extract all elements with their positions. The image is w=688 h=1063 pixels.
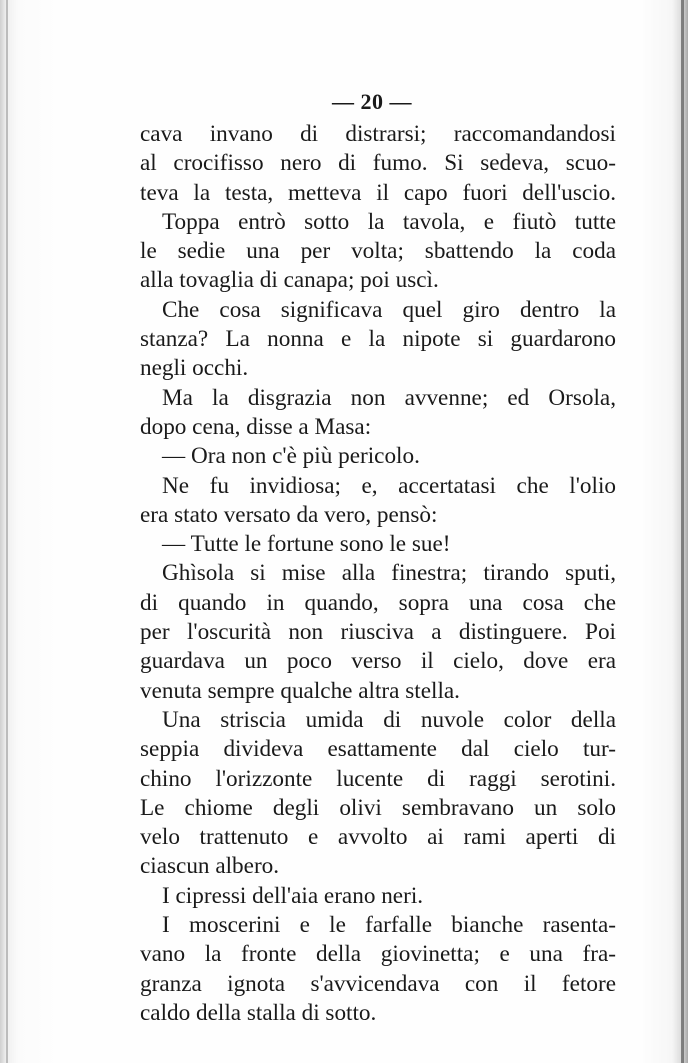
text-line: teva la testa, metteva il capo fuori dell'uscio.: [140, 179, 616, 206]
text-line: alla tovaglia di canapa; poi uscì.: [140, 267, 439, 294]
text-line: cava invano di distrarsi; raccomandandosi: [140, 121, 616, 147]
text-line: era stato versato da vero, pensò:: [140, 501, 438, 528]
text-line: stanza? La nonna e la nipote si guardarono: [140, 326, 616, 353]
text-line: Ghìsola si mise alla finestra; tirando sputi,: [162, 560, 616, 587]
text-line: Ma la disgrazia non avvenne; ed Orsola,: [162, 384, 616, 411]
text-line: le sedie una per volta; sbattendo la coda: [140, 238, 616, 265]
page-number: — 20 —: [332, 89, 412, 114]
body-text: [140, 120, 616, 1028]
text-line: caldo della stalla di sotto.: [140, 999, 377, 1026]
text-line: Una striscia umida di nuvole color della: [162, 706, 616, 733]
text-line: al crocifisso nero di fumo. Si sedeva, scuo-: [140, 150, 616, 177]
page-left-edge: [6, 0, 8, 1063]
text-line: Toppa entrò sotto la tavola, e fiutò tutte: [162, 208, 616, 235]
text-line: ciascun albero.: [140, 853, 280, 880]
text-line: guardava un poco verso il cielo, dove era: [140, 648, 616, 675]
text-line: — Tutte le fortune sono le sue!: [162, 531, 451, 558]
text-line: negli occhi.: [140, 355, 249, 382]
text-line: Che cosa significava quel giro dentro la: [162, 296, 616, 323]
text-line: di quando in quando, sopra una cosa che: [140, 589, 616, 616]
text-line: I moscerini e le farfalle bianche rasenta-: [162, 912, 616, 939]
text-line: Le chiome degli olivi sembravano un solo: [140, 794, 616, 821]
text-line: seppia divideva esattamente dal cielo tur-: [140, 736, 616, 763]
text-line: velo trattenuto e avvolto ai rami aperti di: [140, 824, 616, 851]
text-line: chino l'orizzonte lucente di raggi serotini.: [140, 765, 616, 792]
text-line: per l'oscurità non riusciva a distinguere. Poi: [140, 619, 616, 646]
text-line: venuta sempre qualche altra stella.: [140, 677, 460, 704]
text-line: vano la fronte della giovinetta; e una fra-: [140, 941, 616, 968]
text-line: I cipressi dell'aia erano neri.: [162, 882, 424, 909]
text-line: Ne fu invidiosa; e, accertatasi che l'olio: [162, 472, 616, 499]
page-right-edge: [681, 0, 684, 1063]
text-line: dopo cena, disse a Masa:: [140, 413, 372, 440]
text-line: — Ora non c'è più pericolo.: [162, 443, 420, 470]
text-line: granza ignota s'avvicendava con il fetore: [140, 970, 616, 997]
